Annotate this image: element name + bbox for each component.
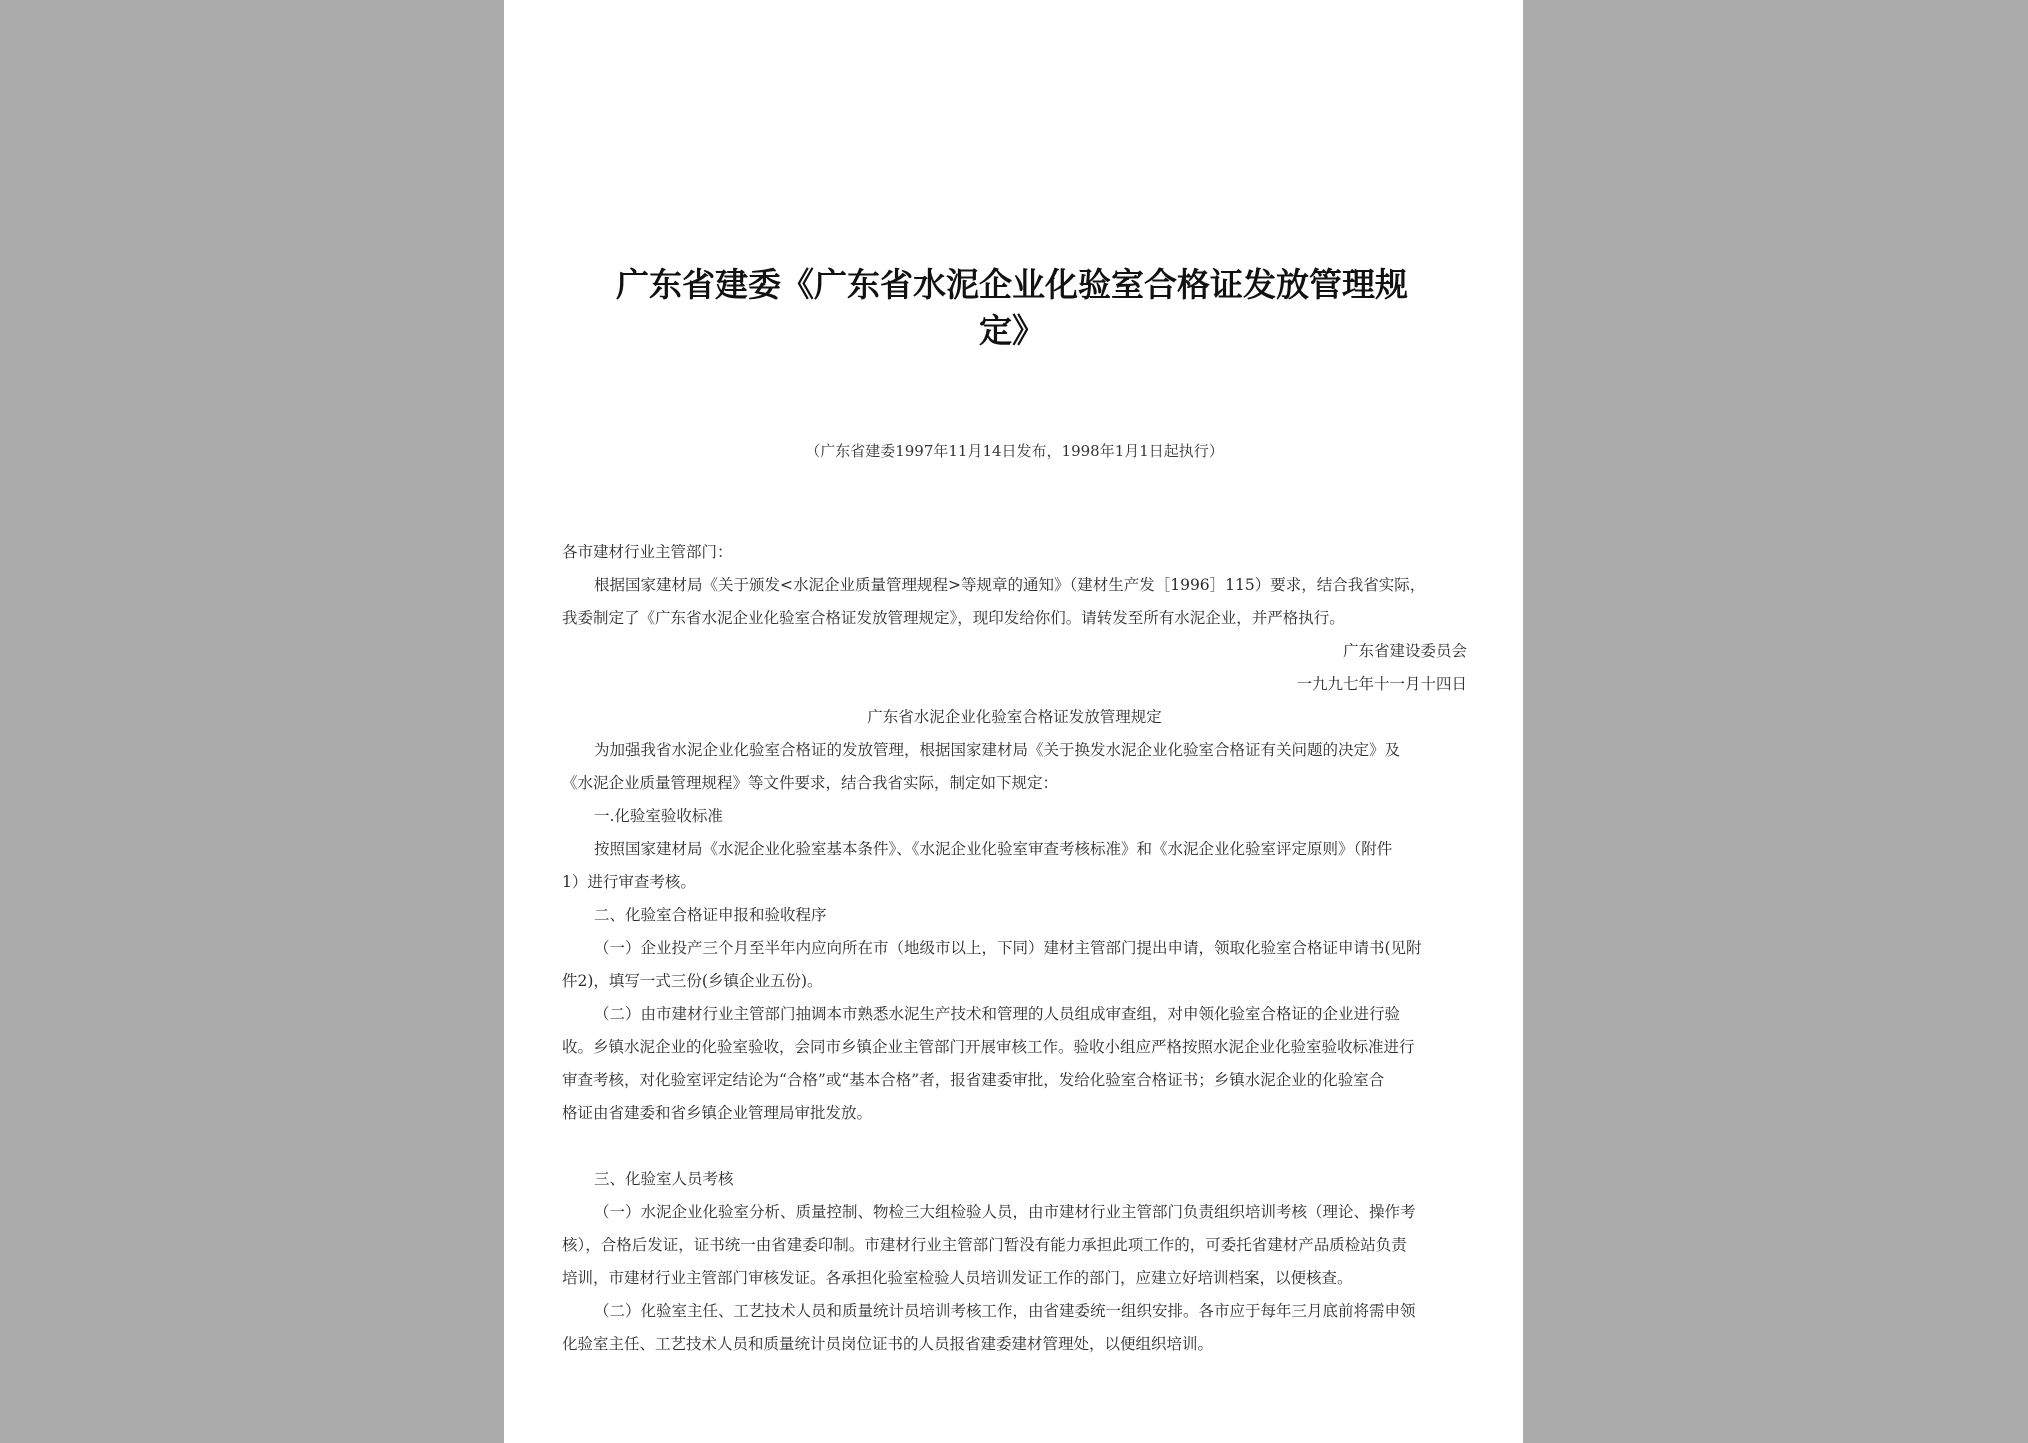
section-1-heading: 一.化验室验收标准 xyxy=(594,807,723,825)
section-2-paragraph-line: 件2)，填写一式三份(乡镇企业五份)。 xyxy=(562,972,823,990)
notice-paragraph-line: 我委制定了《广东省水泥企业化验室合格证发放管理规定》，现印发给你们。请转发至所有水泥企业，并严格执行。 xyxy=(562,609,1345,627)
section-2-heading: 二、化验室合格证申报和验收程序 xyxy=(594,906,827,924)
signature: 广东省建设委员会 xyxy=(1342,642,1467,660)
notice-paragraph-line: 根据国家建材局《关于颁发<水泥企业质量管理规程>等规章的通知》（建材生产发［1996］115）要求，结合我省实际， xyxy=(594,576,1426,594)
section-2-paragraph-line: 收。乡镇水泥企业的化验室验收，会同市乡镇企业主管部门开展审核工作。验收小组应严格按照水泥企业化验室验收标准进行 xyxy=(562,1038,1415,1056)
document-page xyxy=(504,0,1523,1443)
salutation: 各市建材行业主管部门： xyxy=(562,543,733,561)
document-title xyxy=(562,262,1462,354)
section-3-heading: 三、化验室人员考核 xyxy=(594,1170,734,1188)
section-3-paragraph-line: 化验室主任、工艺技术人员和质量统计员岗位证书的人员报省建委建材管理处，以便组织培训。 xyxy=(562,1335,1214,1353)
section-3-paragraph-line: （一）水泥企业化验室分析、质量控制、物检三大组检验人员，由市建材行业主管部门负责组织培训考核（理论、操作考 xyxy=(594,1203,1416,1221)
section-3-paragraph-line: 培训，市建材行业主管部门审核发证。各承担化验室检验人员培训发证工作的部门，应建立好培训档案，以便核查。 xyxy=(562,1269,1353,1287)
notice-date: 一九九七年十一月十四日 xyxy=(1296,675,1467,693)
title-line-2: 定》 xyxy=(979,311,1045,350)
paragraph-gap xyxy=(562,1130,1467,1163)
section-3-paragraph-line: 核），合格后发证，证书统一由省建委印制。市建材行业主管部门暂没有能力承担此项工作的，可委托省建材产品质检站负责 xyxy=(562,1236,1407,1254)
section-2-paragraph-line: 格证由省建委和省乡镇企业管理局审批发放。 xyxy=(562,1104,873,1122)
document-body xyxy=(562,536,1467,1361)
intro-paragraph-line: 为加强我省水泥企业化验室合格证的发放管理，根据国家建材局《关于换发水泥企业化验室合格证有关问题的决定》及 xyxy=(594,741,1401,759)
section-2-paragraph-line: 审查考核，对化验室评定结论为“合格”或“基本合格”者，报省建委审批，发给化验室合格证书；乡镇水泥企业的化验室合 xyxy=(562,1071,1385,1089)
publication-note: （广东省建委1997年11月14日发布，1998年1月1日起执行） xyxy=(805,442,1224,460)
regulation-title: 广东省水泥企业化验室合格证发放管理规定 xyxy=(867,708,1162,726)
section-2-paragraph-line: （一）企业投产三个月至半年内应向所在市（地级市以上，下同）建材主管部门提出申请，领取化验室合格证申请书(见附 xyxy=(594,939,1422,957)
section-3-paragraph-line: （二）化验室主任、工艺技术人员和质量统计员培训考核工作，由省建委统一组织安排。各市应于每年三月底前将需申领 xyxy=(594,1302,1416,1320)
intro-paragraph-line: 《水泥企业质量管理规程》等文件要求，结合我省实际，制定如下规定： xyxy=(562,774,1059,792)
section-1-paragraph-line: 按照国家建材局《水泥企业化验室基本条件》、《水泥企业化验室审查考核标准》和《水泥企业化验室评定原则》（附件 xyxy=(594,840,1393,858)
section-2-paragraph-line: （二）由市建材行业主管部门抽调本市熟悉水泥生产技术和管理的人员组成审查组，对申领化验室合格证的企业进行验 xyxy=(594,1005,1401,1023)
section-1-paragraph-line: 1）进行审查考核。 xyxy=(562,873,696,891)
title-line-1: 广东省建委《广东省水泥企业化验室合格证发放管理规 xyxy=(616,265,1408,304)
